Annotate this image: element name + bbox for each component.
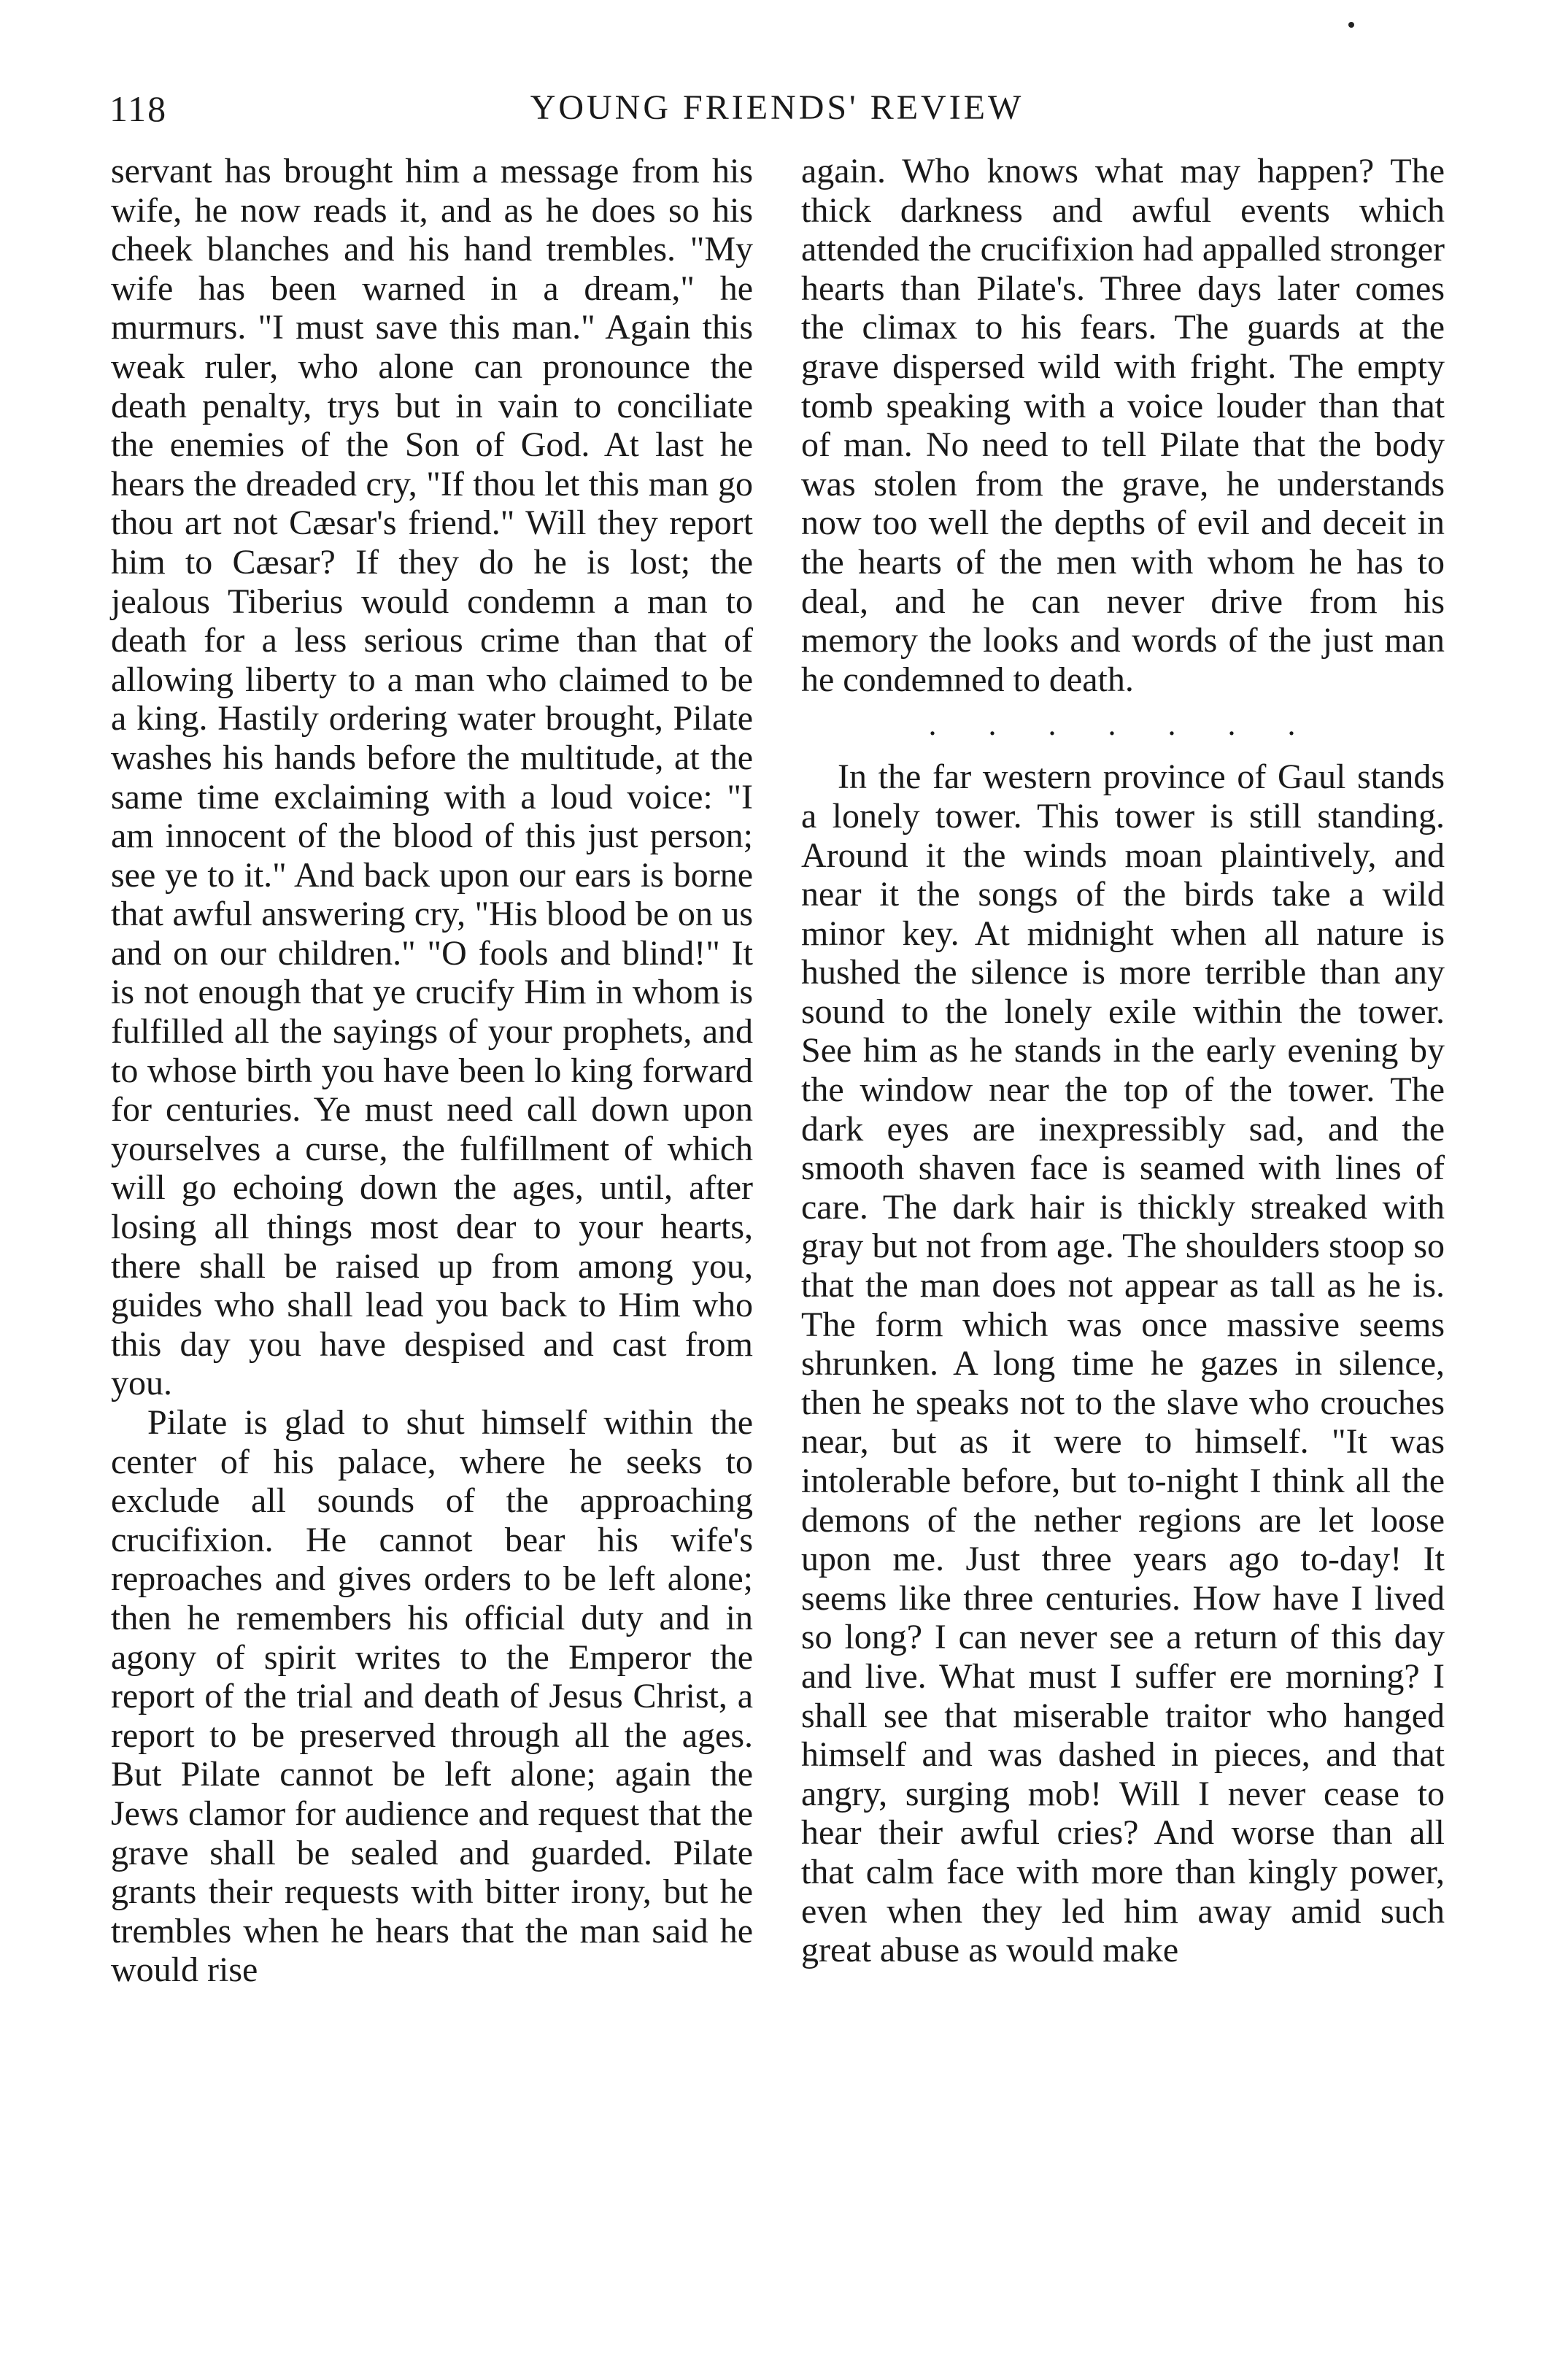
left-column bbox=[111, 152, 753, 1990]
page-number: 118 bbox=[109, 88, 168, 129]
paragraph: Pilate is glad to shut himself within the center of his palace, where he seeks to exclude all sounds of the approaching crucifixion. He cannot bear his wife's reproaches and gives orders to be left alone; then he remembers his official duty and in agony of spirit writes to the Emperor the report of the trial and death of Jesus Christ, a report to be preserved through all the ages. But Pilate cannot be left alone; again the Jews clamor for audience and request that the grave shall be sealed and guarded. Pilate grants their requests with bitter irony, but he trembles when he hears that the man said he would rise bbox=[111, 1403, 753, 1990]
corner-dot-mark bbox=[1348, 22, 1354, 28]
right-column bbox=[801, 152, 1445, 1970]
paragraph: again. Who knows what may happen? The thick darkness and awful events which attended the crucifixion had appalled stronger hearts than Pilate's. Three days later comes the climax to his fears. The guards at the grave dispersed wild with fright. The empty tomb speaking with a voice louder than that of man. No need to tell Pilate that the body was stolen from the grave, he understands now too well the depths of evil and deceit in the hearts of the men with whom he has to deal, and he can never drive from his memory the looks and words of the just man he condemned to death. bbox=[801, 152, 1445, 699]
running-head: YOUNG FRIENDS' REVIEW bbox=[530, 88, 1024, 127]
page-header bbox=[109, 88, 1445, 139]
paragraph: In the far western province of Gaul stands a lonely tower. This tower is still standing. Around it the winds moan plaintively, and near it the songs of the birds take a wild minor key. At midnight when all nature is hushed the silence is more terrible than any sound to the lonely exile within the tower. See him as he stands in the early evening by the window near the top of the tower. The dark eyes are inexpressibly sad, and the smooth shaven face is seamed with lines of care. The dark hair is thickly streaked with gray but not from age. The shoulders stoop so that the man does not appear as tall as he is. The form which was once massive seems shrunken. A long time he gazes in silence, then he speaks not to the slave who crouches near, but as it were to himself. "It was intolerable before, but to-night I think all the demons of the nether regions are let loose upon me. Just three years ago to-day! It seems like three centuries. How have I lived so long? I can never see a return of this day and live. What must I suffer ere morning? I shall see that miserable traitor who hanged himself and was dashed in pieces, and that angry, surging mob! Will I never cease to hear their awful cries? And worse than all that calm face with more than kingly power, even when they led him away amid such great abuse as would make bbox=[801, 757, 1445, 1970]
paragraph: servant has brought him a message from his wife, he now reads it, and as he does so his cheek blanches and his hand trembles. "My wife has been warned in a dream," he murmurs. "I must save this man." Again this weak ruler, who alone can pronounce the death penalty, trys but in vain to conciliate the enemies of the Son of God. At last he hears the dreaded cry, "If thou let this man go thou art not Cæsar's friend." Will they report him to Cæsar? If they do he is lost; the jealous Tiberius would condemn a man to death for a less serious crime than that of allowing liberty to a man who claimed to be a king. Hastily ordering water brought, Pilate washes his hands before the multitude, at the same time exclaiming with a loud voice: "I am innocent of the blood of this just person; see ye to it." And back upon our ears is borne that awful answering cry, "His blood be on us and on our children." "O fools and blind!" It is not enough that ye crucify Him in whom is fulfilled all the sayings of your prophets, and to whose birth you have been lo king forward for centuries. Ye must need call down upon yourselves a curse, the fulfillment of which will go echoing down the ages, until, after losing all things most dear to your hearts, there shall be raised up from among you, guides who shall lead you back to Him who this day you have despised and cast from you. bbox=[111, 152, 753, 1403]
section-break: . . . . . . . bbox=[928, 706, 1318, 743]
